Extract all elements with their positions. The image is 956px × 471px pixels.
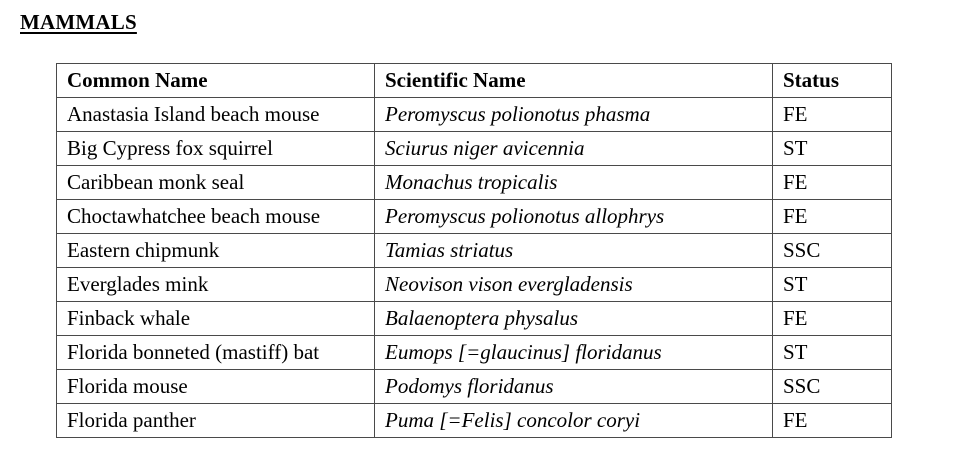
scientific-name-cell: Neovison vison evergladensis: [375, 268, 773, 302]
status-cell: FE: [773, 166, 892, 200]
common-name-cell: Choctawhatchee beach mouse: [57, 200, 375, 234]
table-row: [57, 234, 892, 268]
column-header-common-name: Common Name: [57, 64, 375, 98]
scientific-name-cell: Monachus tropicalis: [375, 166, 773, 200]
common-name-cell: Everglades mink: [57, 268, 375, 302]
table-row: [57, 336, 892, 370]
table-header-row: [57, 64, 892, 98]
scientific-name-cell: Tamias striatus: [375, 234, 773, 268]
status-cell: SSC: [773, 234, 892, 268]
common-name-cell: Big Cypress fox squirrel: [57, 132, 375, 166]
table-row: [57, 132, 892, 166]
table-row: [57, 98, 892, 132]
species-table: [56, 63, 892, 438]
status-cell: ST: [773, 336, 892, 370]
common-name-cell: Florida panther: [57, 404, 375, 438]
column-header-scientific-name: Scientific Name: [375, 64, 773, 98]
common-name-cell: Anastasia Island beach mouse: [57, 98, 375, 132]
table-row: [57, 404, 892, 438]
status-cell: ST: [773, 132, 892, 166]
scientific-name-cell: Sciurus niger avicennia: [375, 132, 773, 166]
section-heading: MAMMALS: [20, 10, 137, 34]
status-cell: FE: [773, 404, 892, 438]
scientific-name-cell: Peromyscus polionotus allophrys: [375, 200, 773, 234]
scientific-name-cell: Eumops [=glaucinus] floridanus: [375, 336, 773, 370]
table-row: [57, 268, 892, 302]
status-cell: SSC: [773, 370, 892, 404]
scientific-name-cell: Balaenoptera physalus: [375, 302, 773, 336]
status-cell: FE: [773, 98, 892, 132]
column-header-status: Status: [773, 64, 892, 98]
common-name-cell: Florida bonneted (mastiff) bat: [57, 336, 375, 370]
table-row: [57, 200, 892, 234]
scientific-name-cell: Podomys floridanus: [375, 370, 773, 404]
table-row: [57, 166, 892, 200]
common-name-cell: Finback whale: [57, 302, 375, 336]
table-row: [57, 370, 892, 404]
scientific-name-cell: Peromyscus polionotus phasma: [375, 98, 773, 132]
table-row: [57, 302, 892, 336]
status-cell: FE: [773, 302, 892, 336]
common-name-cell: Caribbean monk seal: [57, 166, 375, 200]
status-cell: FE: [773, 200, 892, 234]
scientific-name-cell: Puma [=Felis] concolor coryi: [375, 404, 773, 438]
common-name-cell: Eastern chipmunk: [57, 234, 375, 268]
common-name-cell: Florida mouse: [57, 370, 375, 404]
status-cell: ST: [773, 268, 892, 302]
